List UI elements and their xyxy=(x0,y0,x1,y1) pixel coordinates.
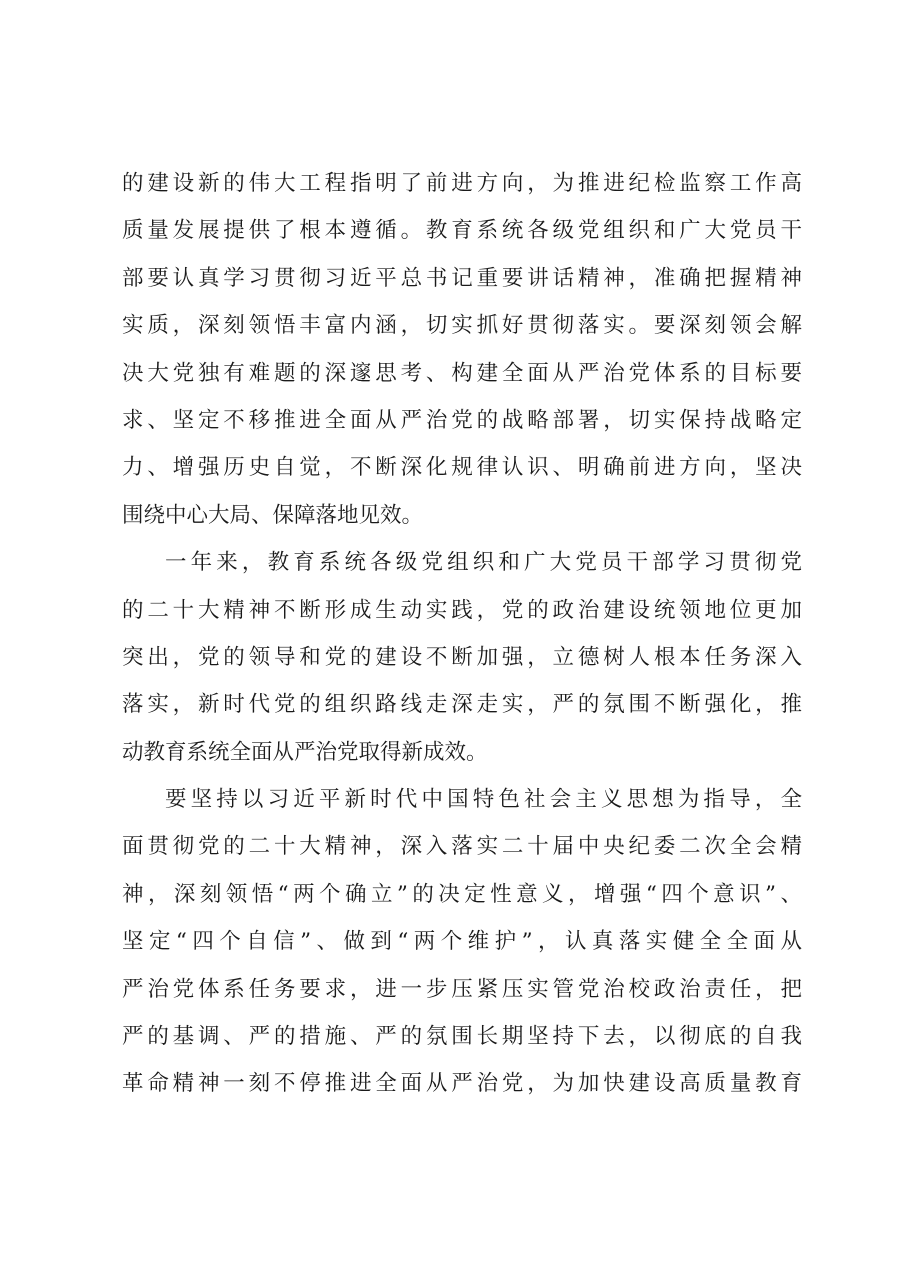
text-line: 求、坚定不移推进全面从严治党的战略部署，切实保持战略定 xyxy=(122,407,802,433)
text-line: 神，深刻领悟“两个确立”的决定性意义，增强“四个意识”、 xyxy=(122,881,802,907)
text-line: 力、增强历史自觉，不断深化规律认识、明确前进方向，坚决 xyxy=(122,455,802,481)
text-line: 围绕中心大局、保障落地见效。 xyxy=(122,502,424,528)
text-line: 质量发展提供了根本遵循。教育系统各级党组织和广大党员干 xyxy=(122,218,802,244)
text-line: 一年来，教育系统各级党组织和广大党员干部学习贯彻党 xyxy=(165,550,802,576)
text-line: 要坚持以习近平新时代中国特色社会主义思想为指导，全 xyxy=(165,787,802,813)
paragraph-2 xyxy=(122,539,802,776)
text-line: 革命精神一刻不停推进全面从严治党，为加快建设高质量教育 xyxy=(122,1071,802,1097)
text-line: 突出，党的领导和党的建设不断加强，立德树人根本任务深入 xyxy=(122,644,802,670)
text-line: 部要认真学习贯彻习近平总书记重要讲话精神，准确把握精神 xyxy=(122,265,802,291)
document-body xyxy=(122,160,802,1108)
text-line: 严治党体系任务要求，进一步压紧压实管党治校政治责任，把 xyxy=(122,976,802,1002)
text-line: 面贯彻党的二十大精神，深入落实二十届中央纪委二次全会精 xyxy=(122,834,802,860)
text-line: 的二十大精神不断形成生动实践，党的政治建设统领地位更加 xyxy=(122,597,802,623)
text-line: 坚定“四个自信”、做到“两个维护”，认真落实健全全面从 xyxy=(122,929,802,955)
paragraph-1 xyxy=(122,160,802,539)
text-line: 的建设新的伟大工程指明了前进方向，为推进纪检监察工作高 xyxy=(122,171,802,196)
text-line: 动教育系统全面从严治党取得新成效。 xyxy=(122,739,488,765)
text-line: 决大党独有难题的深邃思考、构建全面从严治党体系的目标要 xyxy=(122,360,802,386)
text-line: 实质，深刻领悟丰富内涵，切实抓好贯彻落实。要深刻领会解 xyxy=(122,313,802,339)
text-line: 落实，新时代党的组织路线走深走实，严的氛围不断强化，推 xyxy=(122,692,802,718)
paragraph-3 xyxy=(122,776,802,1108)
text-line: 严的基调、严的措施、严的氛围长期坚持下去，以彻底的自我 xyxy=(122,1024,802,1050)
